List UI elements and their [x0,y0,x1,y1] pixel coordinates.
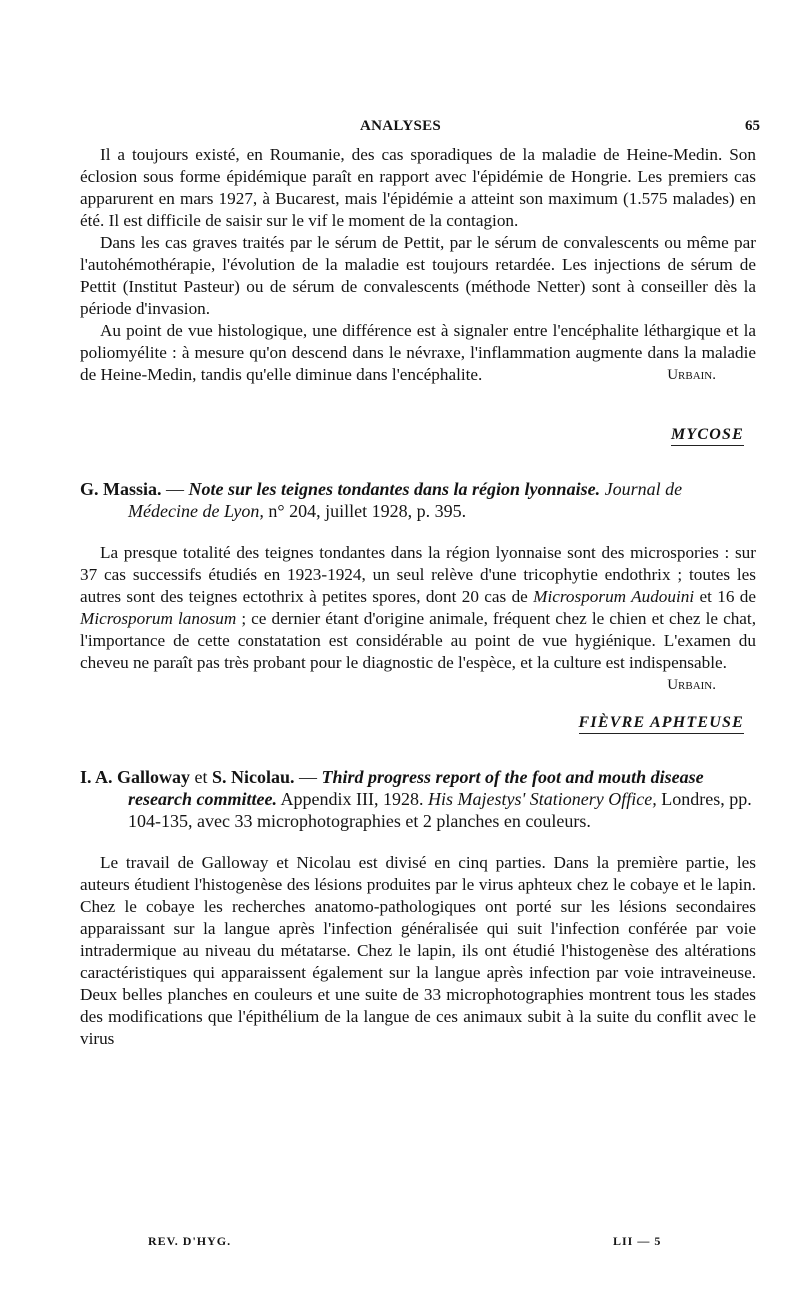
ref-title: Third progress report of the foot and mouth disease research committee. [128,767,704,809]
ref-conjunction: et [190,767,213,787]
ref-title: Note sur les teignes tondantes dans la région lyonnaise. [188,479,601,499]
bibliographic-reference [80,478,756,522]
body-text: et 16 de [694,587,756,606]
ref-publisher: His Majestys' Stationery Office, [427,789,657,809]
section-heading-text: FIÈVRE APHTEUSE [579,714,744,734]
species-name: Microsporum Audouini [533,587,695,606]
mycose-review-body [80,542,757,693]
ref-details: n° 204, juillet 1928, p. 395. [263,501,467,521]
paragraph-text: Au point de vue histologique, une différence est à signaler entre l'encéphalite léthargique et la poliomyélite : à mesure qu'on descend dans le névraxe, l'inflammation augmente dans la maladie de Heine-Medin, tandis qu'elle diminue dans l'encéphalite. [80,321,756,384]
ref-author: S. Nicolau. [212,767,295,787]
ref-author: G. Massia. [80,479,162,499]
poliomyelitis-review [80,144,756,386]
section-heading-text: MYCOSE [671,426,744,446]
body-text: La presque totalité des teignes tondantes dans la région lyonnaise sont des microspories : sur 37 cas successifs étudiés en 1923-1924, un seul relève d'une tricophytie endothrix ; toutes les autres sont des teignes ectothrix à petites spores, dont 20 cas de [80,543,756,606]
section-heading-fievre-aphteuse [80,714,744,736]
paragraph [80,320,756,386]
signature: Urbain. [667,367,716,383]
species-name: Microsporum lanosum [80,609,237,628]
signature: Urbain. [667,677,716,693]
paragraph: Il a toujours existé, en Roumanie, des cas sporadiques de la maladie de Heine-Medin. Son éclosion sous forme épidémique paraît en rapport avec l'épidémie de Hongrie. Les premiers cas apparurent en mars 1927, à Bucarest, mais l'épidémie a atteint son maximum (1.575 malades) en été. Il est difficile de saisir sur le vif le moment de la contagion. [80,145,756,230]
ref-dash: — [161,479,189,499]
paragraph: Dans les cas graves traités par le sérum de Pettit, par le sérum de convalescents ou même par l'autohémothérapie, l'évolution de la maladie est toujours retardée. Les injections de sérum de Pettit (Institut Pasteur) ou de sérum de convalescents (méthode Netter) sont à conseiller dès la période d'invasion. [80,233,756,318]
running-head-title: ANALYSES [360,118,442,134]
ref-dash: — [294,767,322,787]
page-number: 65 [745,118,760,134]
fievre-review-body: Le travail de Galloway et Nicolau est divisé en cinq parties. Dans la première partie, les auteurs étudient l'histogenèse des lésions produites par le virus aphteux chez le cobaye et le lapin. Chez le cobaye les recherches anatomo-pathologiques ont porté sur les lésions secondaires apparaissant sur la langue après l'infection généralisée qui suit l'infection conférée par voie intradermique au niveau du métatarse. Chez le lapin, ils ont étudié l'histogenèse des altérations caractéristiques qui apparaissent également sur la langue après infection par voie intraveineuse. Deux belles planches en couleurs et une suite de 33 microphotographies montrent tous les stades des modifications que l'épithélium de la langue de ces animaux subit à la suite du conflit avec le virus [80,853,756,1048]
ref-author: I. A. Galloway [80,767,191,787]
bibliographic-reference [80,766,756,832]
ref-details: Appendix III, 1928. [276,789,428,809]
ref-details: Londres, pp. 104-135, avec 33 microphotographies et 2 planches en couleurs. [128,789,752,831]
body-text: ; ce dernier étant d'origine animale, fréquent chez le chien et chez le chat, l'importance de cette constatation est considérable au point de vue hygiénique. L'examen du cheveu ne paraît pas très probant pour le diagnostic de l'espèce, et la culture est indispensable. [80,609,757,672]
footer-signature-mark: LII — 5 [613,1234,662,1248]
section-heading-mycose [80,426,744,448]
running-head [80,118,760,144]
footer-journal-abbrev: REV. D'HYG. [148,1234,232,1248]
page-footer [80,1234,756,1254]
document-page [80,118,760,1248]
ref-journal: Journal de Médecine de Lyon, [128,479,683,521]
